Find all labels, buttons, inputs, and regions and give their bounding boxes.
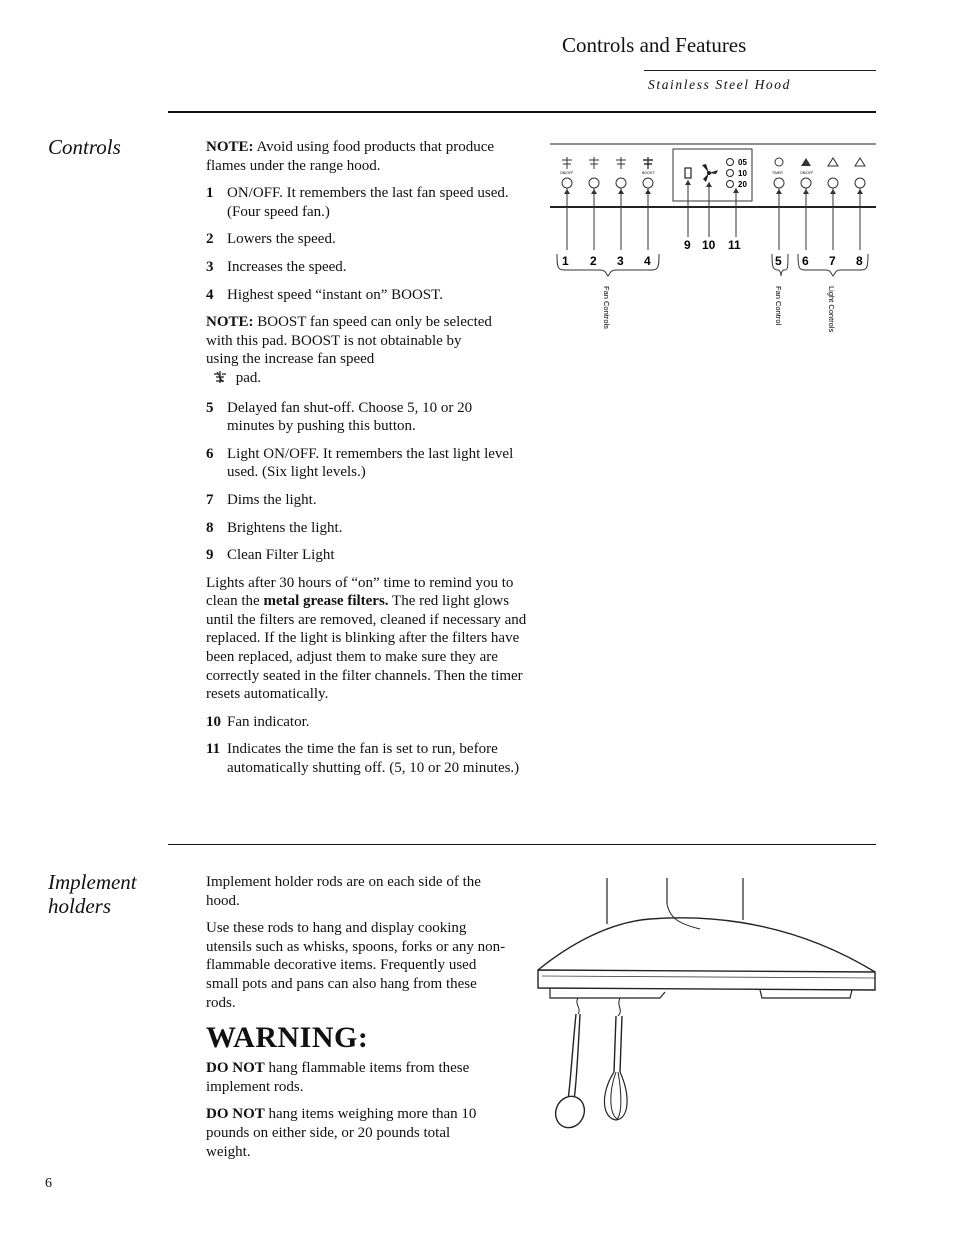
item-text: Delayed fan shut-off. Choose 5, 10 or 20 minutes by pushing this button. [227, 399, 473, 435]
list-item [206, 286, 532, 305]
section-divider-middle [168, 844, 876, 845]
note-text: BOOST fan speed can only be selected with this pad. BOOST is not obtainable by using the increase fan speed [206, 314, 492, 368]
callout-7: 7 [829, 254, 836, 268]
holders-paragraph-2: Use these rods to hang and display cooking utensils such as whisks, spoons, forks or any non-flammable decorative items. Frequently used small pots and pans can also hang from these rods. [206, 920, 506, 1011]
detail-text: Lights after 30 hours of “on” time to remind you to clean the [206, 574, 514, 610]
fan-increase-speed-button [616, 157, 626, 250]
fan-on-off-button [560, 157, 573, 250]
callout-6: 6 [802, 254, 809, 268]
callout-2: 2 [590, 254, 597, 268]
svg-text:05: 05 [738, 158, 747, 167]
warning-flammable [206, 1059, 506, 1096]
light-brighten-button [855, 158, 865, 250]
holders-paragraph-1: Implement holder rods are on each side of the hood. [206, 874, 481, 909]
callout-3: 3 [617, 254, 624, 268]
item-text: Light ON/OFF. It remembers the last light level used. (Six light levels.) [227, 445, 514, 481]
controls-section-title: Controls [48, 135, 121, 159]
item-number: 2 [206, 231, 214, 248]
callout-1: 1 [562, 254, 569, 268]
right-implement-rod [760, 990, 852, 998]
holders-title-line2: holders [48, 894, 111, 918]
holders-section-title [48, 870, 137, 918]
note-text: Avoid using food products that produce flames under the range hood. [206, 139, 495, 174]
page-header-title: Controls and Features [562, 33, 747, 57]
item-text: Highest speed “instant on” BOOST. [227, 286, 443, 303]
svg-text:TIMER: TIMER [772, 171, 783, 175]
range-hood-illustration [530, 874, 880, 1134]
item-text: Fan indicator. [227, 713, 310, 730]
timer-button [772, 158, 784, 250]
clean-filter-light-icon [685, 168, 691, 178]
svg-text:10: 10 [738, 169, 747, 178]
warning-bold: DO NOT [206, 1106, 265, 1123]
item-number: 8 [206, 519, 214, 536]
list-item [206, 258, 532, 277]
timer-readout [727, 158, 748, 189]
item-text: Increases the speed. [227, 258, 347, 275]
list-item [206, 519, 532, 538]
left-implement-rod [550, 988, 665, 998]
callout-9: 9 [684, 238, 691, 252]
detail-text: The red light glows until the filters are removed, cleaned if necessary and replaced. If the light is blinking after the filters have been replaced, adjust them to make sure they are correctly seated in the filter channels. Then the timer resets automatically. [206, 593, 527, 703]
item-number: 11 [206, 741, 221, 758]
callout-11: 11 [728, 238, 741, 252]
section-divider-top [168, 111, 876, 113]
callout-4: 4 [644, 254, 651, 268]
light-dim-button [828, 158, 838, 250]
fan-controls-group-label: Fan Controls [602, 286, 611, 329]
item-number: 6 [206, 445, 214, 462]
list-item [206, 399, 532, 436]
note-label: NOTE: [206, 139, 254, 155]
fan-boost-button [642, 157, 655, 250]
warning-weight [206, 1105, 486, 1161]
light-controls-group-label: Light Controls [827, 286, 836, 333]
svg-text:BOOST: BOOST [642, 171, 655, 175]
fan-control-group-label: Fan Control [774, 286, 783, 326]
holders-title-line1: Implement [48, 870, 137, 894]
item-number: 7 [206, 491, 214, 508]
ladle-icon [551, 998, 590, 1132]
warning-heading: WARNING: [206, 1021, 369, 1055]
fan-indicator-icon [702, 164, 718, 182]
item-number: 1 [206, 185, 214, 202]
item-number: 9 [206, 547, 214, 564]
callout-5: 5 [775, 254, 782, 268]
page-number: 6 [45, 1176, 52, 1191]
list-item [206, 546, 532, 565]
warning-text: hang items weighing more than 10 pounds on either side, or 20 pounds total weight. [206, 1106, 477, 1160]
item-number: 3 [206, 258, 214, 275]
svg-text:20: 20 [738, 180, 747, 189]
item-text: ON/OFF. It remembers the last fan speed used. (Four speed fan.) [227, 185, 509, 220]
list-item [206, 491, 532, 510]
item-number: 5 [206, 399, 214, 416]
note-tail: pad. [232, 369, 262, 386]
note-boost [206, 313, 496, 389]
item-text: Indicates the time the fan is set to run, before automatically shutting off. (5, 10 or 20 minutes.) [227, 741, 520, 777]
item-text: Dims the light. [227, 491, 317, 508]
svg-text:ON/OFF: ON/OFF [560, 171, 574, 175]
whisk-icon [604, 998, 627, 1120]
header-rule [644, 70, 876, 71]
svg-text:ON/OFF: ON/OFF [800, 171, 814, 175]
list-item [206, 230, 532, 249]
warning-text: hang flammable items from these implement rods. [206, 1060, 470, 1095]
list-item [206, 740, 532, 777]
warning-bold: DO NOT [206, 1060, 265, 1077]
callout-10: 10 [702, 238, 716, 252]
item-number: 4 [206, 286, 214, 303]
item-text: Lowers the speed. [227, 231, 336, 248]
increase-fan-speed-icon [212, 370, 232, 390]
detail-bold: metal grease filters. [263, 593, 389, 610]
item-text: Brightens the light. [227, 519, 343, 536]
controls-text-column [206, 138, 532, 787]
note-label: NOTE: [206, 314, 254, 331]
callout-8: 8 [856, 254, 863, 268]
list-item [206, 713, 532, 732]
light-on-off-button [800, 158, 813, 250]
list-item [206, 445, 532, 482]
page-header-subtitle: Stainless Steel Hood [648, 77, 791, 92]
clean-filter-detail [206, 574, 532, 704]
control-panel-diagram [548, 140, 878, 350]
note-flames [206, 138, 532, 175]
fan-lower-speed-button [589, 157, 599, 250]
list-item [206, 184, 532, 221]
item-number: 10 [206, 713, 221, 730]
holders-text-column [206, 873, 506, 1170]
item-text: Clean Filter Light [227, 547, 335, 564]
